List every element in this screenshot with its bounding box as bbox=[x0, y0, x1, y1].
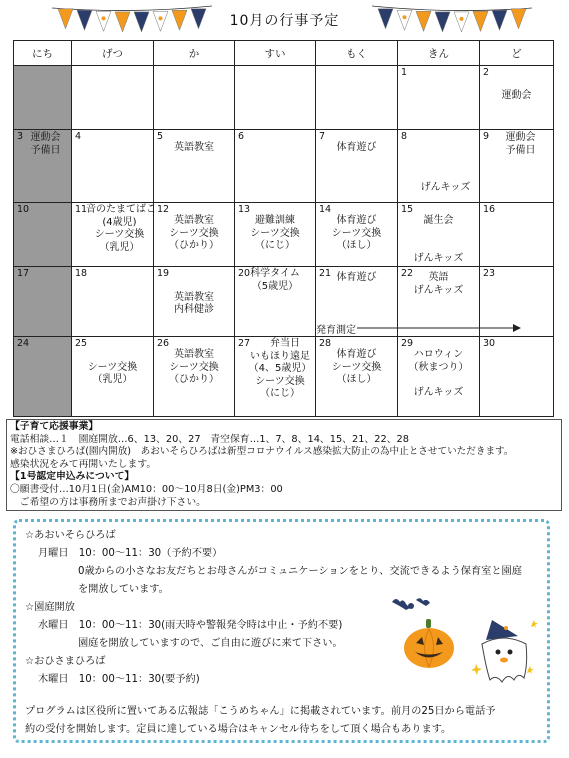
header-thu: もく bbox=[316, 41, 398, 66]
day-events: 体育遊び bbox=[336, 142, 377, 153]
day-events: 英語教室 シーツ交換 （ひかり） bbox=[169, 349, 219, 385]
yard-open-desc: 園庭を開放していますので、ご自由に遊びに来て下さい。 bbox=[78, 638, 343, 649]
calendar-day-cell bbox=[480, 203, 554, 267]
yard-open-time: 水曜日 10：00～11：30(雨天時や警報発令時は中止・予約不要) bbox=[38, 620, 343, 631]
aoisora-time: 月曜日 10：00～11：30（予約不要） bbox=[38, 548, 223, 559]
pumpkin-icon bbox=[402, 617, 456, 669]
calendar-day-cell bbox=[316, 337, 398, 417]
header-wed: すい bbox=[235, 41, 316, 66]
calendar-header-row bbox=[14, 41, 554, 66]
program-note-2: 約の受付を開始します。定員に達している場合はキャンセル待ちをして頂く場合もあります。 bbox=[25, 724, 452, 735]
calendar-week-row bbox=[14, 337, 554, 417]
day-number: 22 bbox=[401, 268, 414, 279]
info-line: 感染状況をみて再開いたします。 bbox=[10, 458, 157, 470]
day-events: シーツ交換 （乳児） bbox=[87, 361, 138, 385]
calendar-day-cell bbox=[14, 337, 72, 417]
day-number: 2 bbox=[483, 67, 490, 78]
info-line: 電話相談…１ 園庭開放…6、13、20、27 青空保育…1、7、8、14、15、21、22、28 bbox=[10, 433, 409, 445]
page-title: 10月の行事予定 bbox=[229, 13, 340, 29]
calendar-day-cell bbox=[480, 337, 554, 417]
day-number: 7 bbox=[319, 131, 326, 142]
calendar-day-cell bbox=[154, 66, 235, 130]
info-line: ご希望の方は事務所までお声掛け下さい。 bbox=[10, 496, 206, 508]
day-number: 23 bbox=[483, 268, 496, 279]
info-heading-application: 【1号認定申込みについて】 bbox=[10, 471, 135, 483]
measurement-arrow bbox=[357, 320, 569, 336]
day-events: げんキッズ bbox=[420, 181, 471, 193]
day-number: 3 bbox=[17, 131, 24, 142]
day-number: 1 bbox=[401, 67, 408, 78]
day-events: 英語教室 内科健診 bbox=[174, 291, 214, 315]
calendar-day-cell bbox=[235, 203, 316, 267]
calendar-day-cell bbox=[72, 203, 154, 267]
day-events: 体育遊び シーツ交換 （ほし） bbox=[331, 349, 382, 385]
day-number: 27 bbox=[238, 338, 251, 349]
day-number: 4 bbox=[75, 131, 82, 142]
calendar-week-row bbox=[14, 203, 554, 267]
calendar-day-cell bbox=[14, 130, 72, 203]
calendar-day-cell bbox=[398, 130, 480, 203]
day-number: 30 bbox=[483, 338, 496, 349]
calendar-day-cell bbox=[14, 66, 72, 130]
day-events: 英語教室 シーツ交換 （ひかり） bbox=[169, 215, 219, 251]
calendar-day-cell bbox=[398, 337, 480, 417]
day-events: ハロウィン （秋まつり） げんキッズ bbox=[408, 349, 469, 398]
section-yard-open: ☆園庭開放 bbox=[25, 602, 75, 613]
day-events: 運動会 bbox=[501, 90, 532, 101]
calendar-week-row bbox=[14, 66, 554, 130]
day-events: 体育遊び シーツ交換 （ほし） bbox=[331, 215, 382, 251]
day-number: 20 bbox=[238, 268, 251, 279]
header-mon: げつ bbox=[72, 41, 154, 66]
calendar-day-cell bbox=[316, 130, 398, 203]
day-number: 29 bbox=[401, 338, 414, 349]
calendar-day-cell bbox=[235, 130, 316, 203]
day-number: 16 bbox=[483, 204, 496, 215]
calendar-week-row bbox=[14, 130, 554, 203]
calendar-day-cell bbox=[154, 130, 235, 203]
calendar-day-cell bbox=[14, 267, 72, 337]
info-line: 〇願書受付…10月1日(金)AM10：00～10月8日(金)PM3：00 bbox=[10, 483, 283, 495]
aoisora-desc: 0歳からの小さなお友だちとお母さんがコミュニケーションをとり、交流できるよう保育室と園庭 bbox=[78, 566, 522, 577]
calendar-day-cell bbox=[72, 66, 154, 130]
day-number: 13 bbox=[238, 204, 251, 215]
header-sat: ど bbox=[480, 41, 554, 66]
calendar bbox=[13, 40, 554, 417]
header-sun: にち bbox=[14, 41, 72, 66]
day-number: 28 bbox=[319, 338, 332, 349]
calendar-day-cell bbox=[72, 130, 154, 203]
day-number: 9 bbox=[483, 131, 490, 142]
section-aoisora: ☆あおいそらひろば bbox=[25, 530, 116, 541]
ohisama-time: 木曜日 10：00～11：30(要予約) bbox=[38, 674, 200, 685]
section-ohisama: ☆おひさまひろば bbox=[25, 656, 106, 667]
day-number: 5 bbox=[157, 131, 164, 142]
calendar-day-cell bbox=[398, 66, 480, 130]
day-events: 体育遊び bbox=[336, 272, 377, 283]
day-number: 15 bbox=[401, 204, 414, 215]
calendar-day-cell bbox=[480, 66, 554, 130]
day-number: 24 bbox=[17, 338, 30, 349]
measurement-label: 発育測定 bbox=[316, 325, 356, 336]
day-number: 10 bbox=[17, 204, 30, 215]
day-events: 音のたまてばこ (4歳児) シーツ交換 （乳児） bbox=[86, 204, 156, 253]
calendar-day-cell bbox=[235, 267, 316, 337]
day-number: 18 bbox=[75, 268, 88, 279]
plaza-info-box bbox=[13, 519, 550, 743]
header-fri: きん bbox=[398, 41, 480, 66]
day-number: 6 bbox=[238, 131, 245, 142]
day-number: 17 bbox=[17, 268, 30, 279]
header-tue: か bbox=[154, 41, 235, 66]
day-number: 26 bbox=[157, 338, 170, 349]
info-heading-support: 【子育て応援事業】 bbox=[10, 421, 99, 432]
day-events: 英語 げんキッズ bbox=[413, 272, 464, 296]
calendar-day-cell bbox=[154, 267, 235, 337]
calendar-day-cell bbox=[316, 66, 398, 130]
bat-icon bbox=[390, 592, 434, 618]
day-number: 19 bbox=[157, 268, 170, 279]
aoisora-desc-2: を開放しています。 bbox=[78, 584, 169, 595]
day-events: 科学タイム （5歳児） bbox=[250, 268, 300, 292]
program-note: プログラムは区役所に置いてある広報誌「こうめちゃん」に掲載されています。前月の25日から電話予 bbox=[25, 706, 496, 717]
calendar-day-cell bbox=[72, 337, 154, 417]
calendar-day-cell bbox=[154, 337, 235, 417]
day-events: 弁当日 いもほり遠足 （4、5歳児） シーツ交換 （にじ） bbox=[248, 338, 312, 399]
day-number: 14 bbox=[319, 204, 332, 215]
calendar-day-cell bbox=[316, 203, 398, 267]
day-number: 8 bbox=[401, 131, 408, 142]
day-events: 英語教室 bbox=[174, 142, 214, 153]
calendar-day-cell bbox=[235, 337, 316, 417]
day-events: 運動会 予備日 bbox=[30, 132, 61, 156]
calendar-day-cell bbox=[154, 203, 235, 267]
day-number: 11 bbox=[75, 204, 88, 215]
day-number: 12 bbox=[157, 204, 170, 215]
calendar-day-cell bbox=[235, 66, 316, 130]
support-info-box bbox=[6, 419, 562, 511]
day-events: 避難訓練 シーツ交換 （にじ） bbox=[250, 215, 300, 251]
calendar-day-cell bbox=[480, 130, 554, 203]
day-number: 21 bbox=[319, 268, 332, 279]
calendar-day-cell bbox=[14, 203, 72, 267]
day-events: 誕生会 げんキッズ bbox=[413, 215, 464, 264]
calendar-day-cell bbox=[398, 203, 480, 267]
day-number: 25 bbox=[75, 338, 88, 349]
calendar-day-cell bbox=[72, 267, 154, 337]
info-line: ※おひさまひろば(園内開放) あおいそらひろばは新型コロナウイルス感染拡大防止の為中止とさせていただきます。 bbox=[10, 446, 514, 458]
day-events: 運動会 予備日 bbox=[505, 132, 536, 156]
ghost-icon bbox=[468, 614, 542, 694]
